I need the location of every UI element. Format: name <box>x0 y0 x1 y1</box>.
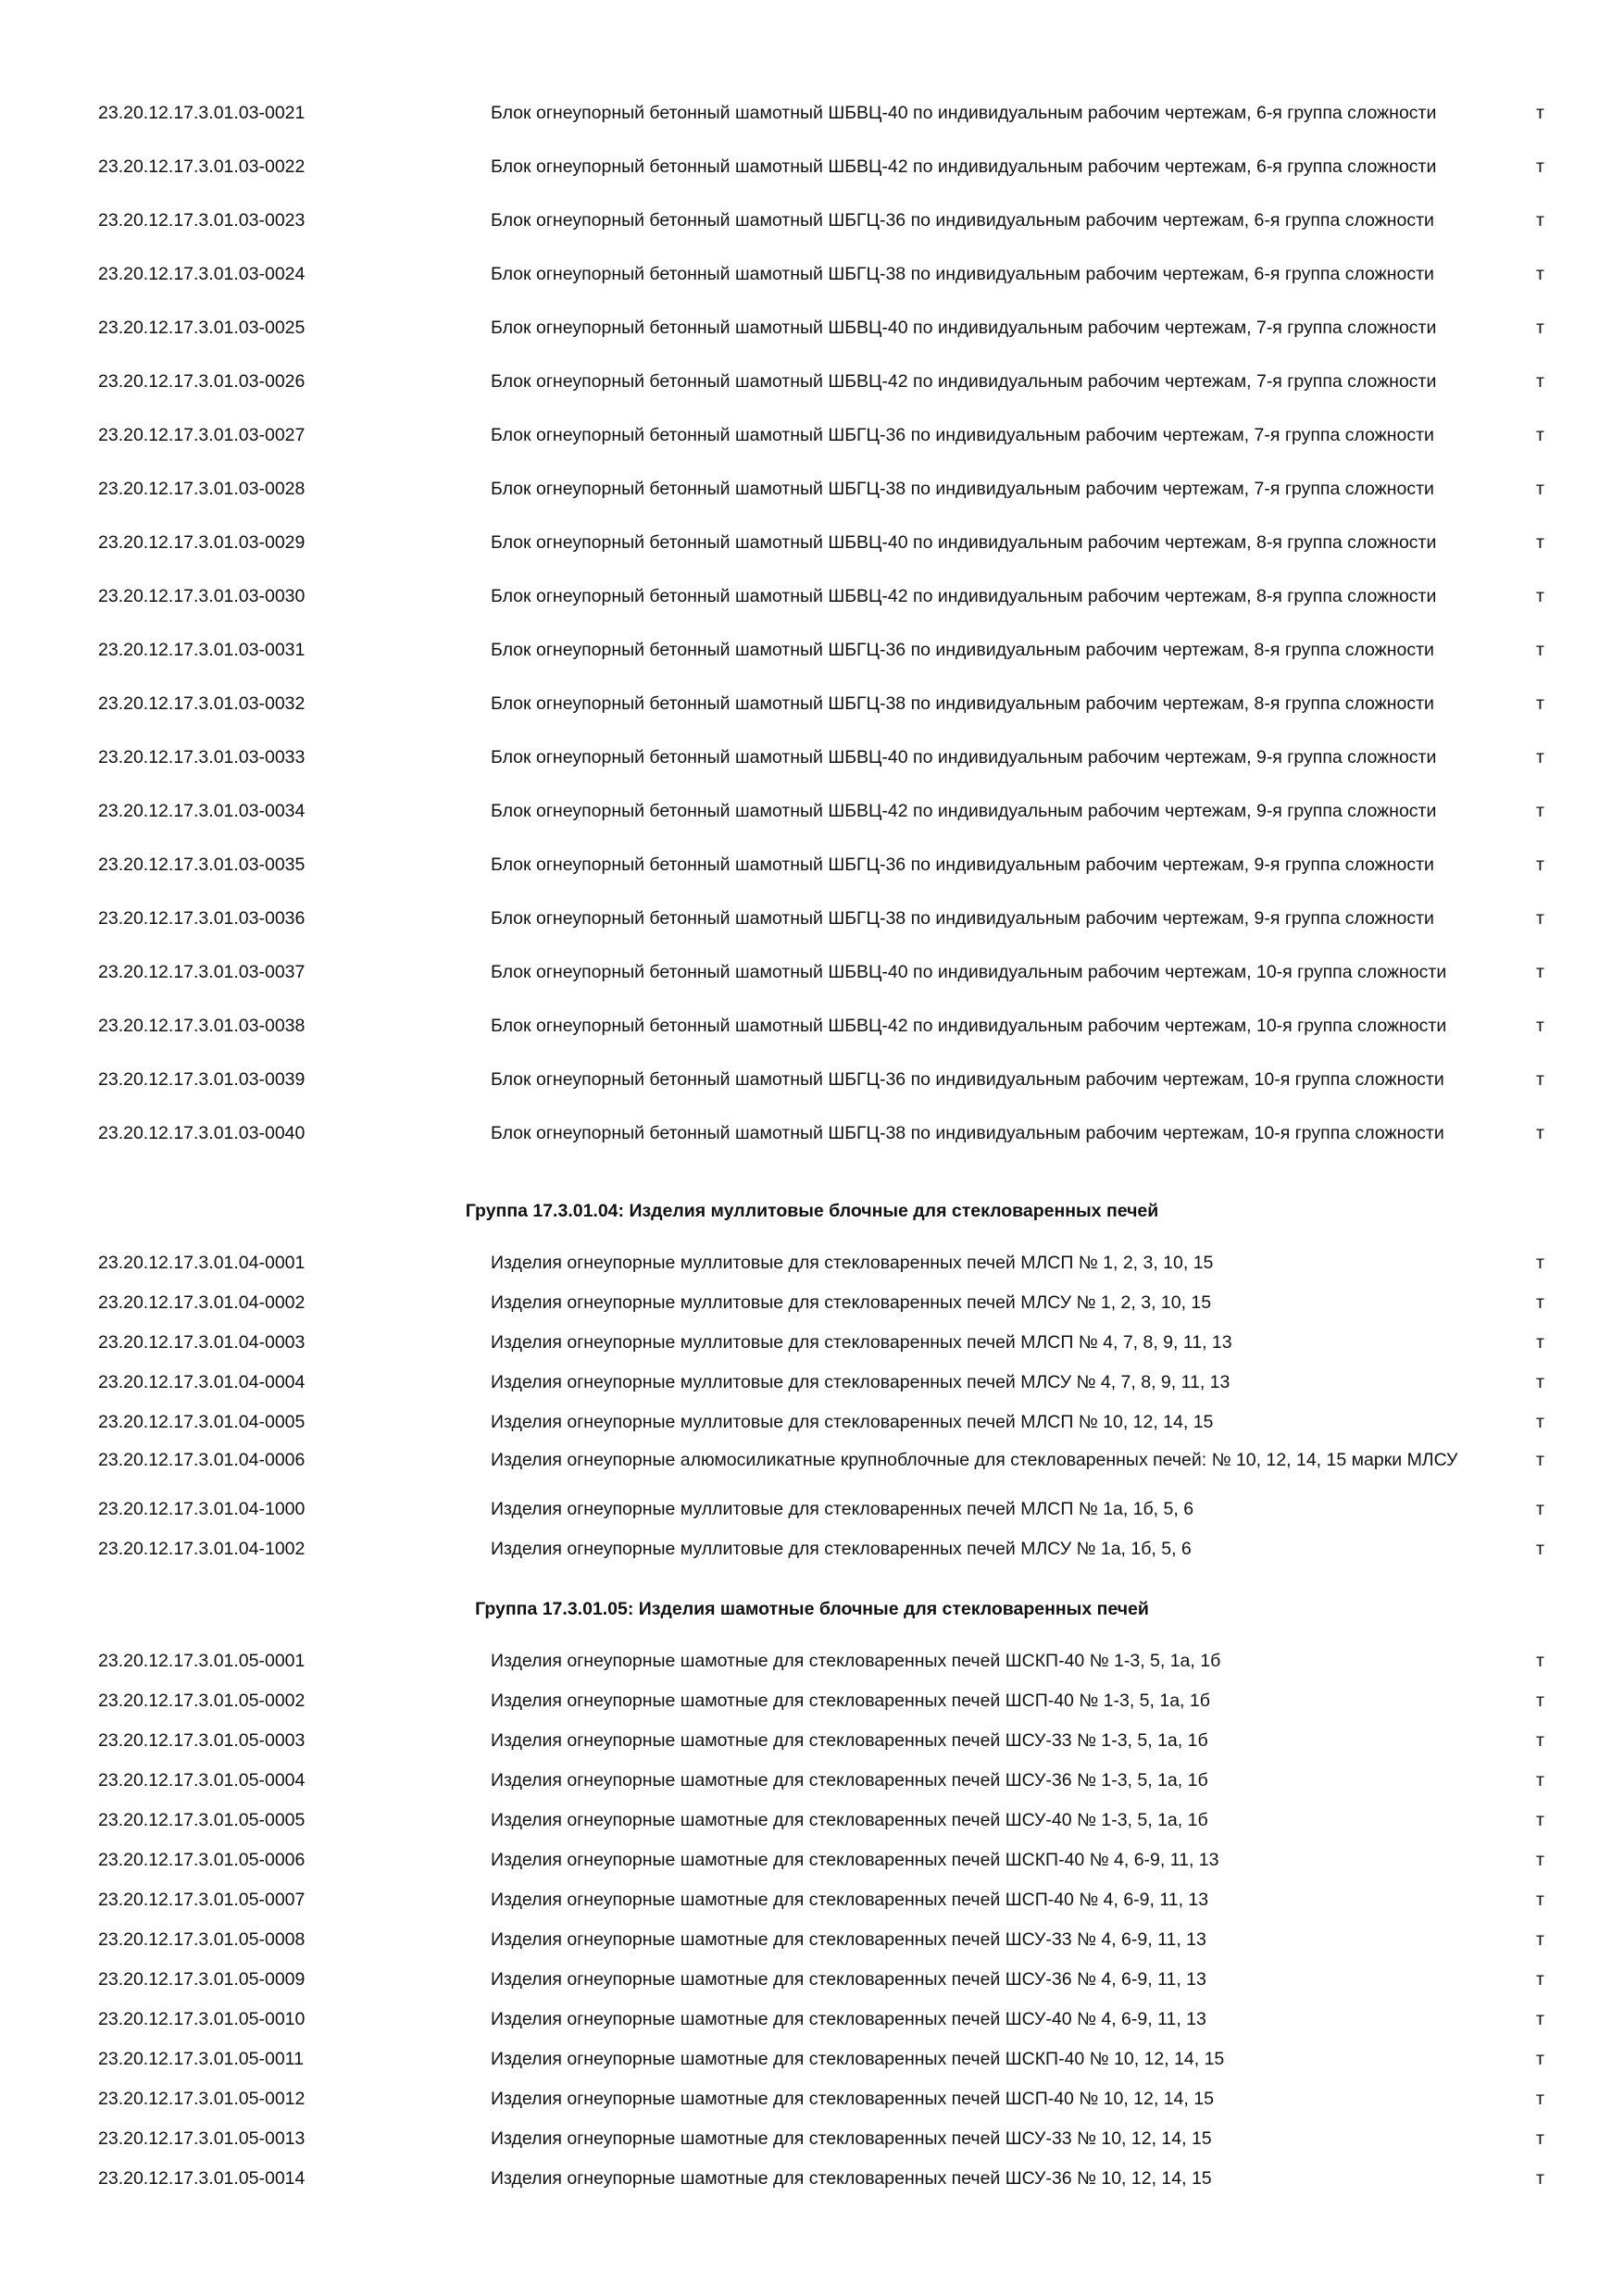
unit-of-measure: т <box>1536 2009 1544 2029</box>
resource-description: Изделия огнеупорные муллитовые для стекловаренных печей МЛСП № 1, 2, 3, 10, 15 <box>491 1253 1214 1273</box>
resource-description: Изделия огнеупорные шамотные для стекловаренных печей ШСП-40 № 4, 6-9, 11, 13 <box>491 1890 1209 1910</box>
resource-code: 23.20.12.17.3.01.04-0001 <box>98 1253 306 1273</box>
unit-of-measure: т <box>1536 103 1544 123</box>
unit-of-measure: т <box>1536 640 1544 660</box>
resource-code: 23.20.12.17.3.01.04-1002 <box>98 1539 306 1559</box>
unit-of-measure: т <box>1536 801 1544 821</box>
resource-code: 23.20.12.17.3.01.03-0023 <box>98 210 306 231</box>
resource-code: 23.20.12.17.3.01.05-0003 <box>98 1730 306 1751</box>
resource-code: 23.20.12.17.3.01.03-0021 <box>98 103 306 123</box>
unit-of-measure: т <box>1536 1890 1544 1910</box>
resource-description: Блок огнеупорный бетонный шамотный ШБГЦ-38 по индивидуальным рабочим чертежам, 6-я группа сложности <box>491 264 1434 284</box>
unit-of-measure: т <box>1536 2089 1544 2109</box>
resource-code: 23.20.12.17.3.01.05-0013 <box>98 2128 306 2149</box>
unit-of-measure: т <box>1536 1412 1544 1432</box>
resource-code: 23.20.12.17.3.01.03-0026 <box>98 371 306 392</box>
resource-description: Блок огнеупорный бетонный шамотный ШБГЦ-36 по индивидуальным рабочим чертежам, 7-я группа сложности <box>491 425 1434 445</box>
resource-code: 23.20.12.17.3.01.03-0037 <box>98 962 306 982</box>
resource-description: Блок огнеупорный бетонный шамотный ШБВЦ-40 по индивидуальным рабочим чертежам, 8-я группа сложности <box>491 532 1437 553</box>
resource-description: Изделия огнеупорные шамотные для стекловаренных печей ШСУ-33 № 10, 12, 14, 15 <box>491 2128 1212 2149</box>
resource-code: 23.20.12.17.3.01.04-0006 <box>98 1450 306 1470</box>
unit-of-measure: т <box>1536 1651 1544 1671</box>
resource-code: 23.20.12.17.3.01.03-0027 <box>98 425 306 445</box>
resource-description: Блок огнеупорный бетонный шамотный ШБГЦ-38 по индивидуальным рабочим чертежам, 8-я группа сложности <box>491 693 1434 714</box>
resource-code: 23.20.12.17.3.01.05-0010 <box>98 2009 306 2029</box>
resource-description: Изделия огнеупорные муллитовые для стекловаренных печей МЛСП № 1а, 1б, 5, 6 <box>491 1499 1194 1519</box>
resource-code: 23.20.12.17.3.01.05-0001 <box>98 1651 306 1671</box>
resource-description: Изделия огнеупорные алюмосиликатные крупноблочные для стекловаренных печей: № 10, 12, 14, 15 марки МЛСУ <box>491 1450 1458 1470</box>
unit-of-measure: т <box>1536 1770 1544 1791</box>
unit-of-measure: т <box>1536 210 1544 231</box>
resource-code: 23.20.12.17.3.01.03-0031 <box>98 640 306 660</box>
unit-of-measure: т <box>1536 855 1544 875</box>
resource-code: 23.20.12.17.3.01.03-0029 <box>98 532 306 553</box>
unit-of-measure: т <box>1536 318 1544 338</box>
resource-description: Изделия огнеупорные шамотные для стекловаренных печей ШСКП-40 № 4, 6-9, 11, 13 <box>491 1850 1219 1870</box>
resource-description: Блок огнеупорный бетонный шамотный ШБВЦ-42 по индивидуальным рабочим чертежам, 6-я группа сложности <box>491 156 1437 177</box>
resource-description: Блок огнеупорный бетонный шамотный ШБВЦ-40 по индивидуальным рабочим чертежам, 10-я группа сложности <box>491 962 1447 982</box>
unit-of-measure: т <box>1536 747 1544 767</box>
unit-of-measure: т <box>1536 1691 1544 1711</box>
resource-description: Изделия огнеупорные шамотные для стекловаренных печей ШСП-40 № 1-3, 5, 1а, 1б <box>491 1691 1210 1711</box>
resource-description: Изделия огнеупорные муллитовые для стекловаренных печей МЛСП № 4, 7, 8, 9, 11, 13 <box>491 1332 1232 1353</box>
resource-description: Блок огнеупорный бетонный шамотный ШБВЦ-42 по индивидуальным рабочим чертежам, 7-я группа сложности <box>491 371 1437 392</box>
resource-description: Блок огнеупорный бетонный шамотный ШБГЦ-36 по индивидуальным рабочим чертежам, 9-я группа сложности <box>491 855 1434 875</box>
resource-description: Блок огнеупорный бетонный шамотный ШБВЦ-40 по индивидуальным рабочим чертежам, 6-я группа сложности <box>491 103 1437 123</box>
resource-code: 23.20.12.17.3.01.03-0035 <box>98 855 306 875</box>
unit-of-measure: т <box>1536 1850 1544 1870</box>
unit-of-measure: т <box>1536 1123 1544 1143</box>
unit-of-measure: т <box>1536 2128 1544 2149</box>
resource-code: 23.20.12.17.3.01.03-0039 <box>98 1069 306 1090</box>
unit-of-measure: т <box>1536 1372 1544 1392</box>
resource-code: 23.20.12.17.3.01.03-0038 <box>98 1016 306 1036</box>
unit-of-measure: т <box>1536 1810 1544 1830</box>
unit-of-measure: т <box>1536 371 1544 392</box>
resource-description: Изделия огнеупорные шамотные для стекловаренных печей ШСКП-40 № 1-3, 5, 1а, 1б <box>491 1651 1221 1671</box>
unit-of-measure: т <box>1536 1292 1544 1313</box>
resource-code: 23.20.12.17.3.01.05-0004 <box>98 1770 306 1791</box>
resource-code: 23.20.12.17.3.01.05-0011 <box>98 2049 304 2069</box>
unit-of-measure: т <box>1536 1499 1544 1519</box>
resource-description: Изделия огнеупорные шамотные для стекловаренных печей ШСУ-36 № 4, 6-9, 11, 13 <box>491 1969 1206 1990</box>
resource-description: Изделия огнеупорные шамотные для стекловаренных печей ШСУ-33 № 4, 6-9, 11, 13 <box>491 1929 1206 1950</box>
resource-code: 23.20.12.17.3.01.04-0003 <box>98 1332 306 1353</box>
resource-code: 23.20.12.17.3.01.03-0034 <box>98 801 306 821</box>
resource-description: Изделия огнеупорные муллитовые для стекловаренных печей МЛСУ № 1а, 1б, 5, 6 <box>491 1539 1192 1559</box>
resource-code: 23.20.12.17.3.01.04-1000 <box>98 1499 306 1519</box>
resource-description: Блок огнеупорный бетонный шамотный ШБГЦ-38 по индивидуальным рабочим чертежам, 9-я группа сложности <box>491 908 1434 929</box>
resource-code: 23.20.12.17.3.01.03-0036 <box>98 908 306 929</box>
resource-description: Блок огнеупорный бетонный шамотный ШБВЦ-40 по индивидуальным рабочим чертежам, 9-я группа сложности <box>491 747 1437 767</box>
unit-of-measure: т <box>1536 1929 1544 1950</box>
unit-of-measure: т <box>1536 908 1544 929</box>
resource-description: Изделия огнеупорные шамотные для стекловаренных печей ШСУ-36 № 1-3, 5, 1а, 1б <box>491 1770 1208 1791</box>
resource-description: Блок огнеупорный бетонный шамотный ШБГЦ-38 по индивидуальным рабочим чертежам, 7-я группа сложности <box>491 479 1434 499</box>
resource-description: Изделия огнеупорные шамотные для стекловаренных печей ШСУ-40 № 4, 6-9, 11, 13 <box>491 2009 1206 2029</box>
resource-description: Блок огнеупорный бетонный шамотный ШБВЦ-42 по индивидуальным рабочим чертежам, 8-я группа сложности <box>491 586 1437 606</box>
unit-of-measure: т <box>1536 1069 1544 1090</box>
unit-of-measure: т <box>1536 1730 1544 1751</box>
resource-code: 23.20.12.17.3.01.04-0005 <box>98 1412 306 1432</box>
unit-of-measure: т <box>1536 1969 1544 1990</box>
resource-description: Изделия огнеупорные муллитовые для стекловаренных печей МЛСУ № 4, 7, 8, 9, 11, 13 <box>491 1372 1230 1392</box>
resource-description: Блок огнеупорный бетонный шамотный ШБГЦ-36 по индивидуальным рабочим чертежам, 8-я группа сложности <box>491 640 1434 660</box>
resource-description: Блок огнеупорный бетонный шамотный ШБГЦ-36 по индивидуальным рабочим чертежам, 10-я группа сложности <box>491 1069 1444 1090</box>
resource-description: Изделия огнеупорные шамотные для стекловаренных печей ШСУ-36 № 10, 12, 14, 15 <box>491 2168 1212 2189</box>
resource-description: Блок огнеупорный бетонный шамотный ШБГЦ-38 по индивидуальным рабочим чертежам, 10-я группа сложности <box>491 1123 1444 1143</box>
unit-of-measure: т <box>1536 586 1544 606</box>
group-heading: Группа 17.3.01.04: Изделия муллитовые блочные для стекловаренных печей <box>465 1201 1159 1221</box>
resource-code: 23.20.12.17.3.01.05-0014 <box>98 2168 306 2189</box>
resource-code: 23.20.12.17.3.01.03-0030 <box>98 586 306 606</box>
resource-description: Изделия огнеупорные шамотные для стекловаренных печей ШСУ-33 № 1-3, 5, 1а, 1б <box>491 1730 1208 1751</box>
resource-code: 23.20.12.17.3.01.05-0005 <box>98 1810 306 1830</box>
unit-of-measure: т <box>1536 1539 1544 1559</box>
resource-code: 23.20.12.17.3.01.03-0025 <box>98 318 306 338</box>
resource-code: 23.20.12.17.3.01.05-0009 <box>98 1969 306 1990</box>
resource-code: 23.20.12.17.3.01.03-0032 <box>98 693 306 714</box>
unit-of-measure: т <box>1536 1332 1544 1353</box>
resource-code: 23.20.12.17.3.01.03-0033 <box>98 747 306 767</box>
resource-description: Блок огнеупорный бетонный шамотный ШБВЦ-40 по индивидуальным рабочим чертежам, 7-я группа сложности <box>491 318 1437 338</box>
resource-code: 23.20.12.17.3.01.04-0002 <box>98 1292 306 1313</box>
resource-description: Блок огнеупорный бетонный шамотный ШБГЦ-36 по индивидуальным рабочим чертежам, 6-я группа сложности <box>491 210 1434 231</box>
resource-description: Блок огнеупорный бетонный шамотный ШБВЦ-42 по индивидуальным рабочим чертежам, 10-я группа сложности <box>491 1016 1447 1036</box>
resource-code: 23.20.12.17.3.01.04-0004 <box>98 1372 306 1392</box>
resource-description: Изделия огнеупорные шамотные для стекловаренных печей ШСУ-40 № 1-3, 5, 1а, 1б <box>491 1810 1208 1830</box>
resource-code: 23.20.12.17.3.01.03-0028 <box>98 479 306 499</box>
resource-code: 23.20.12.17.3.01.03-0024 <box>98 264 306 284</box>
unit-of-measure: т <box>1536 425 1544 445</box>
resource-description: Блок огнеупорный бетонный шамотный ШБВЦ-42 по индивидуальным рабочим чертежам, 9-я группа сложности <box>491 801 1437 821</box>
unit-of-measure: т <box>1536 693 1544 714</box>
unit-of-measure: т <box>1536 479 1544 499</box>
resource-description: Изделия огнеупорные муллитовые для стекловаренных печей МЛСП № 10, 12, 14, 15 <box>491 1412 1214 1432</box>
unit-of-measure: т <box>1536 1253 1544 1273</box>
resource-code: 23.20.12.17.3.01.05-0008 <box>98 1929 306 1950</box>
resource-code: 23.20.12.17.3.01.05-0002 <box>98 1691 306 1711</box>
resource-code: 23.20.12.17.3.01.05-0006 <box>98 1850 306 1870</box>
resource-code: 23.20.12.17.3.01.03-0040 <box>98 1123 306 1143</box>
unit-of-measure: т <box>1536 2168 1544 2189</box>
unit-of-measure: т <box>1536 962 1544 982</box>
unit-of-measure: т <box>1536 1450 1544 1470</box>
resource-description: Изделия огнеупорные шамотные для стекловаренных печей ШСКП-40 № 10, 12, 14, 15 <box>491 2049 1225 2069</box>
group-heading: Группа 17.3.01.05: Изделия шамотные блочные для стекловаренных печей <box>475 1599 1149 1619</box>
unit-of-measure: т <box>1536 532 1544 553</box>
unit-of-measure: т <box>1536 264 1544 284</box>
resource-description: Изделия огнеупорные шамотные для стекловаренных печей ШСП-40 № 10, 12, 14, 15 <box>491 2089 1214 2109</box>
unit-of-measure: т <box>1536 1016 1544 1036</box>
resource-description: Изделия огнеупорные муллитовые для стекловаренных печей МЛСУ № 1, 2, 3, 10, 15 <box>491 1292 1212 1313</box>
resource-code: 23.20.12.17.3.01.05-0012 <box>98 2089 306 2109</box>
unit-of-measure: т <box>1536 156 1544 177</box>
resource-code: 23.20.12.17.3.01.05-0007 <box>98 1890 306 1910</box>
unit-of-measure: т <box>1536 2049 1544 2069</box>
resource-code: 23.20.12.17.3.01.03-0022 <box>98 156 306 177</box>
